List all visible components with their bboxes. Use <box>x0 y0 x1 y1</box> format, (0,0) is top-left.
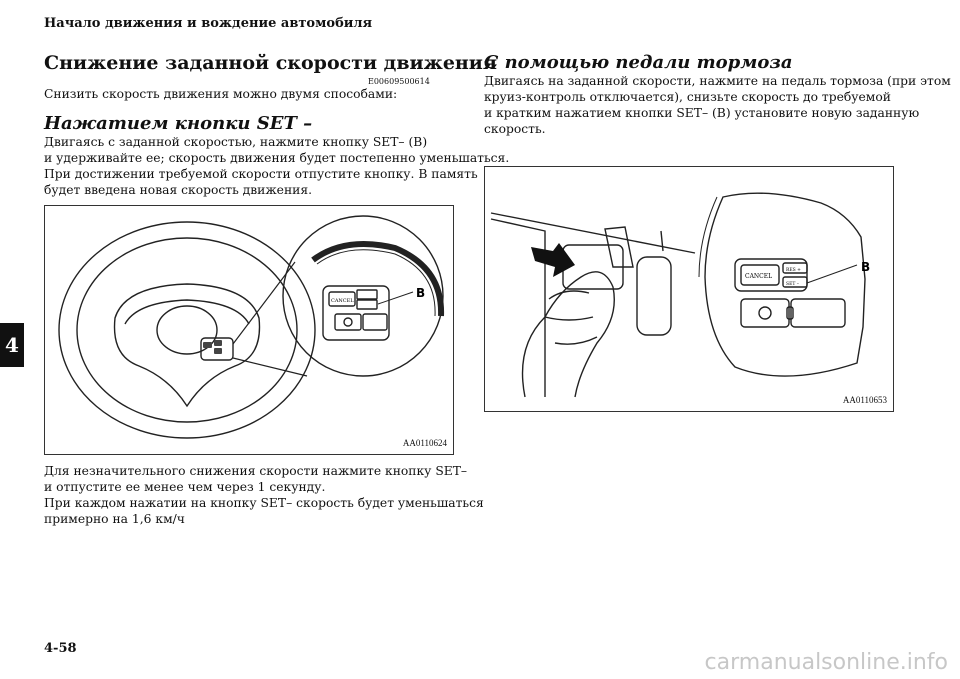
brake-pedal-illustration <box>485 167 893 411</box>
text-line: При достижении требуемой скорости отпустите кнопку. В память <box>44 167 478 181</box>
figure-code: AA0110624 <box>402 438 447 448</box>
text-line: примерно на 1,6 км/ч <box>44 512 185 526</box>
figure-code: AA0110653 <box>842 395 887 405</box>
text-line: и кратким нажатием кнопки SET– (B) установите новую заданную <box>484 106 920 120</box>
label-b: B <box>861 260 871 274</box>
text-line: Двигаясь на заданной скорости, нажмите на педаль тормоза (при этом <box>484 74 951 88</box>
cancel-button-label: CANCEL <box>331 298 354 304</box>
steering-wheel-illustration <box>45 206 453 454</box>
running-header: Начало движения и вождение автомобиля <box>44 16 373 31</box>
page-number: 4-58 <box>44 641 77 656</box>
arrow-icon <box>531 243 575 277</box>
paragraph-short-press <box>44 463 484 527</box>
paragraph-brake <box>484 73 951 137</box>
text-line: При каждом нажатии на кнопку SET– скорость будет уменьшаться <box>44 496 484 510</box>
figure-brake-pedal <box>484 166 894 412</box>
text-line: и отпустите ее менее чем через 1 секунду. <box>44 480 326 494</box>
text-line: скорость. <box>484 122 546 136</box>
text-line: будет введена новая скорость движения. <box>44 183 313 197</box>
subsection-title-brake: С помощью педали тормоза <box>484 52 793 73</box>
intro-text: Снизить скорость движения можно двумя способами: <box>44 87 398 101</box>
chapter-tab: 4 <box>0 323 24 367</box>
paragraph-set <box>44 134 509 198</box>
figure-steering-wheel <box>44 205 454 455</box>
res-button-label: RES + <box>786 268 801 273</box>
text-line: Двигаясь с заданной скоростью, нажмите кнопку SET– (B) <box>44 135 428 149</box>
cancel-button-label: CANCEL <box>745 273 773 280</box>
label-b: B <box>416 286 426 300</box>
section-code: E00609500614 <box>368 77 430 86</box>
text-line: Для незначительного снижения скорости нажмите кнопку SET– <box>44 464 468 478</box>
watermark: carmanualsonline.info <box>704 650 948 675</box>
text-line: и удерживайте ее; скорость движения будет постепенно уменьшаться. <box>44 151 510 165</box>
text-line: круиз-контроль отключается), снизьте скорость до требуемой <box>484 90 891 104</box>
subsection-title-set: Нажатием кнопки SET – <box>44 113 313 134</box>
set-button-label: SET – <box>786 282 800 287</box>
section-title: Снижение заданной скорости движения <box>44 52 497 74</box>
